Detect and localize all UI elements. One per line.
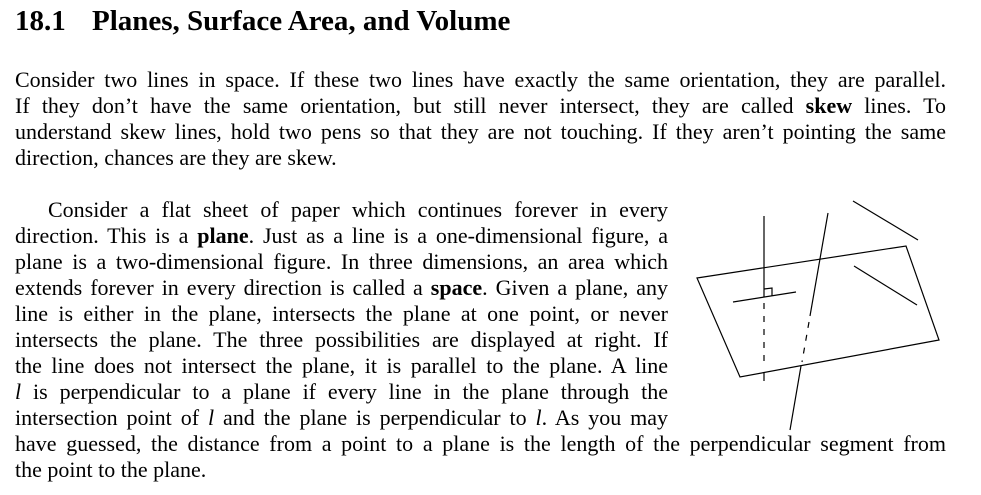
line-text: the point to the plane.	[15, 457, 207, 482]
line-text: If they don’t have the same orientation, but still never intersect, they are called	[15, 93, 806, 118]
line-text: . Just as a line is a one-dimensional figure, a	[248, 223, 668, 248]
defined-term-skew: skew	[805, 93, 853, 118]
line-text: . As you may	[541, 405, 668, 430]
text-line	[15, 275, 668, 301]
text-line	[15, 457, 946, 483]
text-line	[15, 197, 668, 223]
text-line	[15, 67, 946, 93]
intersecting-line-below-plane	[790, 366, 801, 430]
plane-parallelogram	[697, 246, 939, 377]
skew-lines-paragraph	[15, 67, 946, 171]
text-line	[15, 379, 668, 405]
intersecting-line-visible-part	[810, 213, 828, 316]
line-in-plane	[854, 266, 917, 305]
text-line	[15, 119, 946, 145]
section-heading	[15, 7, 510, 36]
plane-and-lines-figure	[680, 190, 950, 440]
line-text: extends forever in every direction is called a	[15, 275, 431, 300]
text-line	[15, 353, 668, 379]
text-line	[15, 249, 668, 275]
variable-l: l	[207, 405, 215, 430]
line-text: the line does not intersect the plane, it is parallel to the plane. A line	[15, 353, 668, 378]
line-text: intersection point of	[15, 405, 208, 430]
line-text: . Given a plane, any	[482, 275, 668, 300]
line-text: have guessed, the distance from a point to a plane is the length of the perpendicular segment from	[15, 431, 946, 456]
section-number: 18.1	[15, 5, 66, 37]
text-line	[15, 145, 946, 171]
line-text: and the plane is perpendicular to	[214, 405, 536, 430]
text-line	[15, 93, 946, 119]
variable-l: l	[15, 379, 22, 404]
parallel-line-above-plane	[853, 201, 918, 240]
section-title: Planes, Surface Area, and Volume	[92, 5, 511, 37]
line-text: lines. To	[852, 93, 946, 118]
line-text: direction. This is a	[15, 223, 198, 248]
variable-l: l	[535, 405, 542, 430]
line-text: understand skew lines, hold two pens so that they are not touching. If they aren’t pointing the same	[15, 119, 946, 144]
line-text: direction, chances are they are skew.	[15, 145, 337, 170]
line-text: Consider two lines in space. If these two lines have exactly the same orientation, they are parallel.	[15, 67, 946, 92]
right-angle-mark	[764, 288, 772, 296]
line-text: line is either in the plane, intersects the plane at one point, or never	[15, 301, 668, 326]
line-text: Consider a flat sheet of paper which continues forever in every	[48, 197, 668, 222]
line-text: plane is a two-dimensional figure. In three dimensions, an area which	[15, 249, 668, 274]
line-text: is perpendicular to a plane if every line in the plane through the	[21, 379, 668, 404]
text-line	[15, 301, 668, 327]
text-line	[15, 405, 668, 431]
defined-term-space: space	[430, 275, 483, 300]
line-text: intersects the plane. The three possibilities are displayed at right. If	[15, 327, 668, 352]
text-line	[15, 223, 668, 249]
intersecting-line-hidden-part	[802, 322, 809, 362]
defined-term-plane: plane	[197, 223, 249, 248]
text-line	[15, 327, 668, 353]
